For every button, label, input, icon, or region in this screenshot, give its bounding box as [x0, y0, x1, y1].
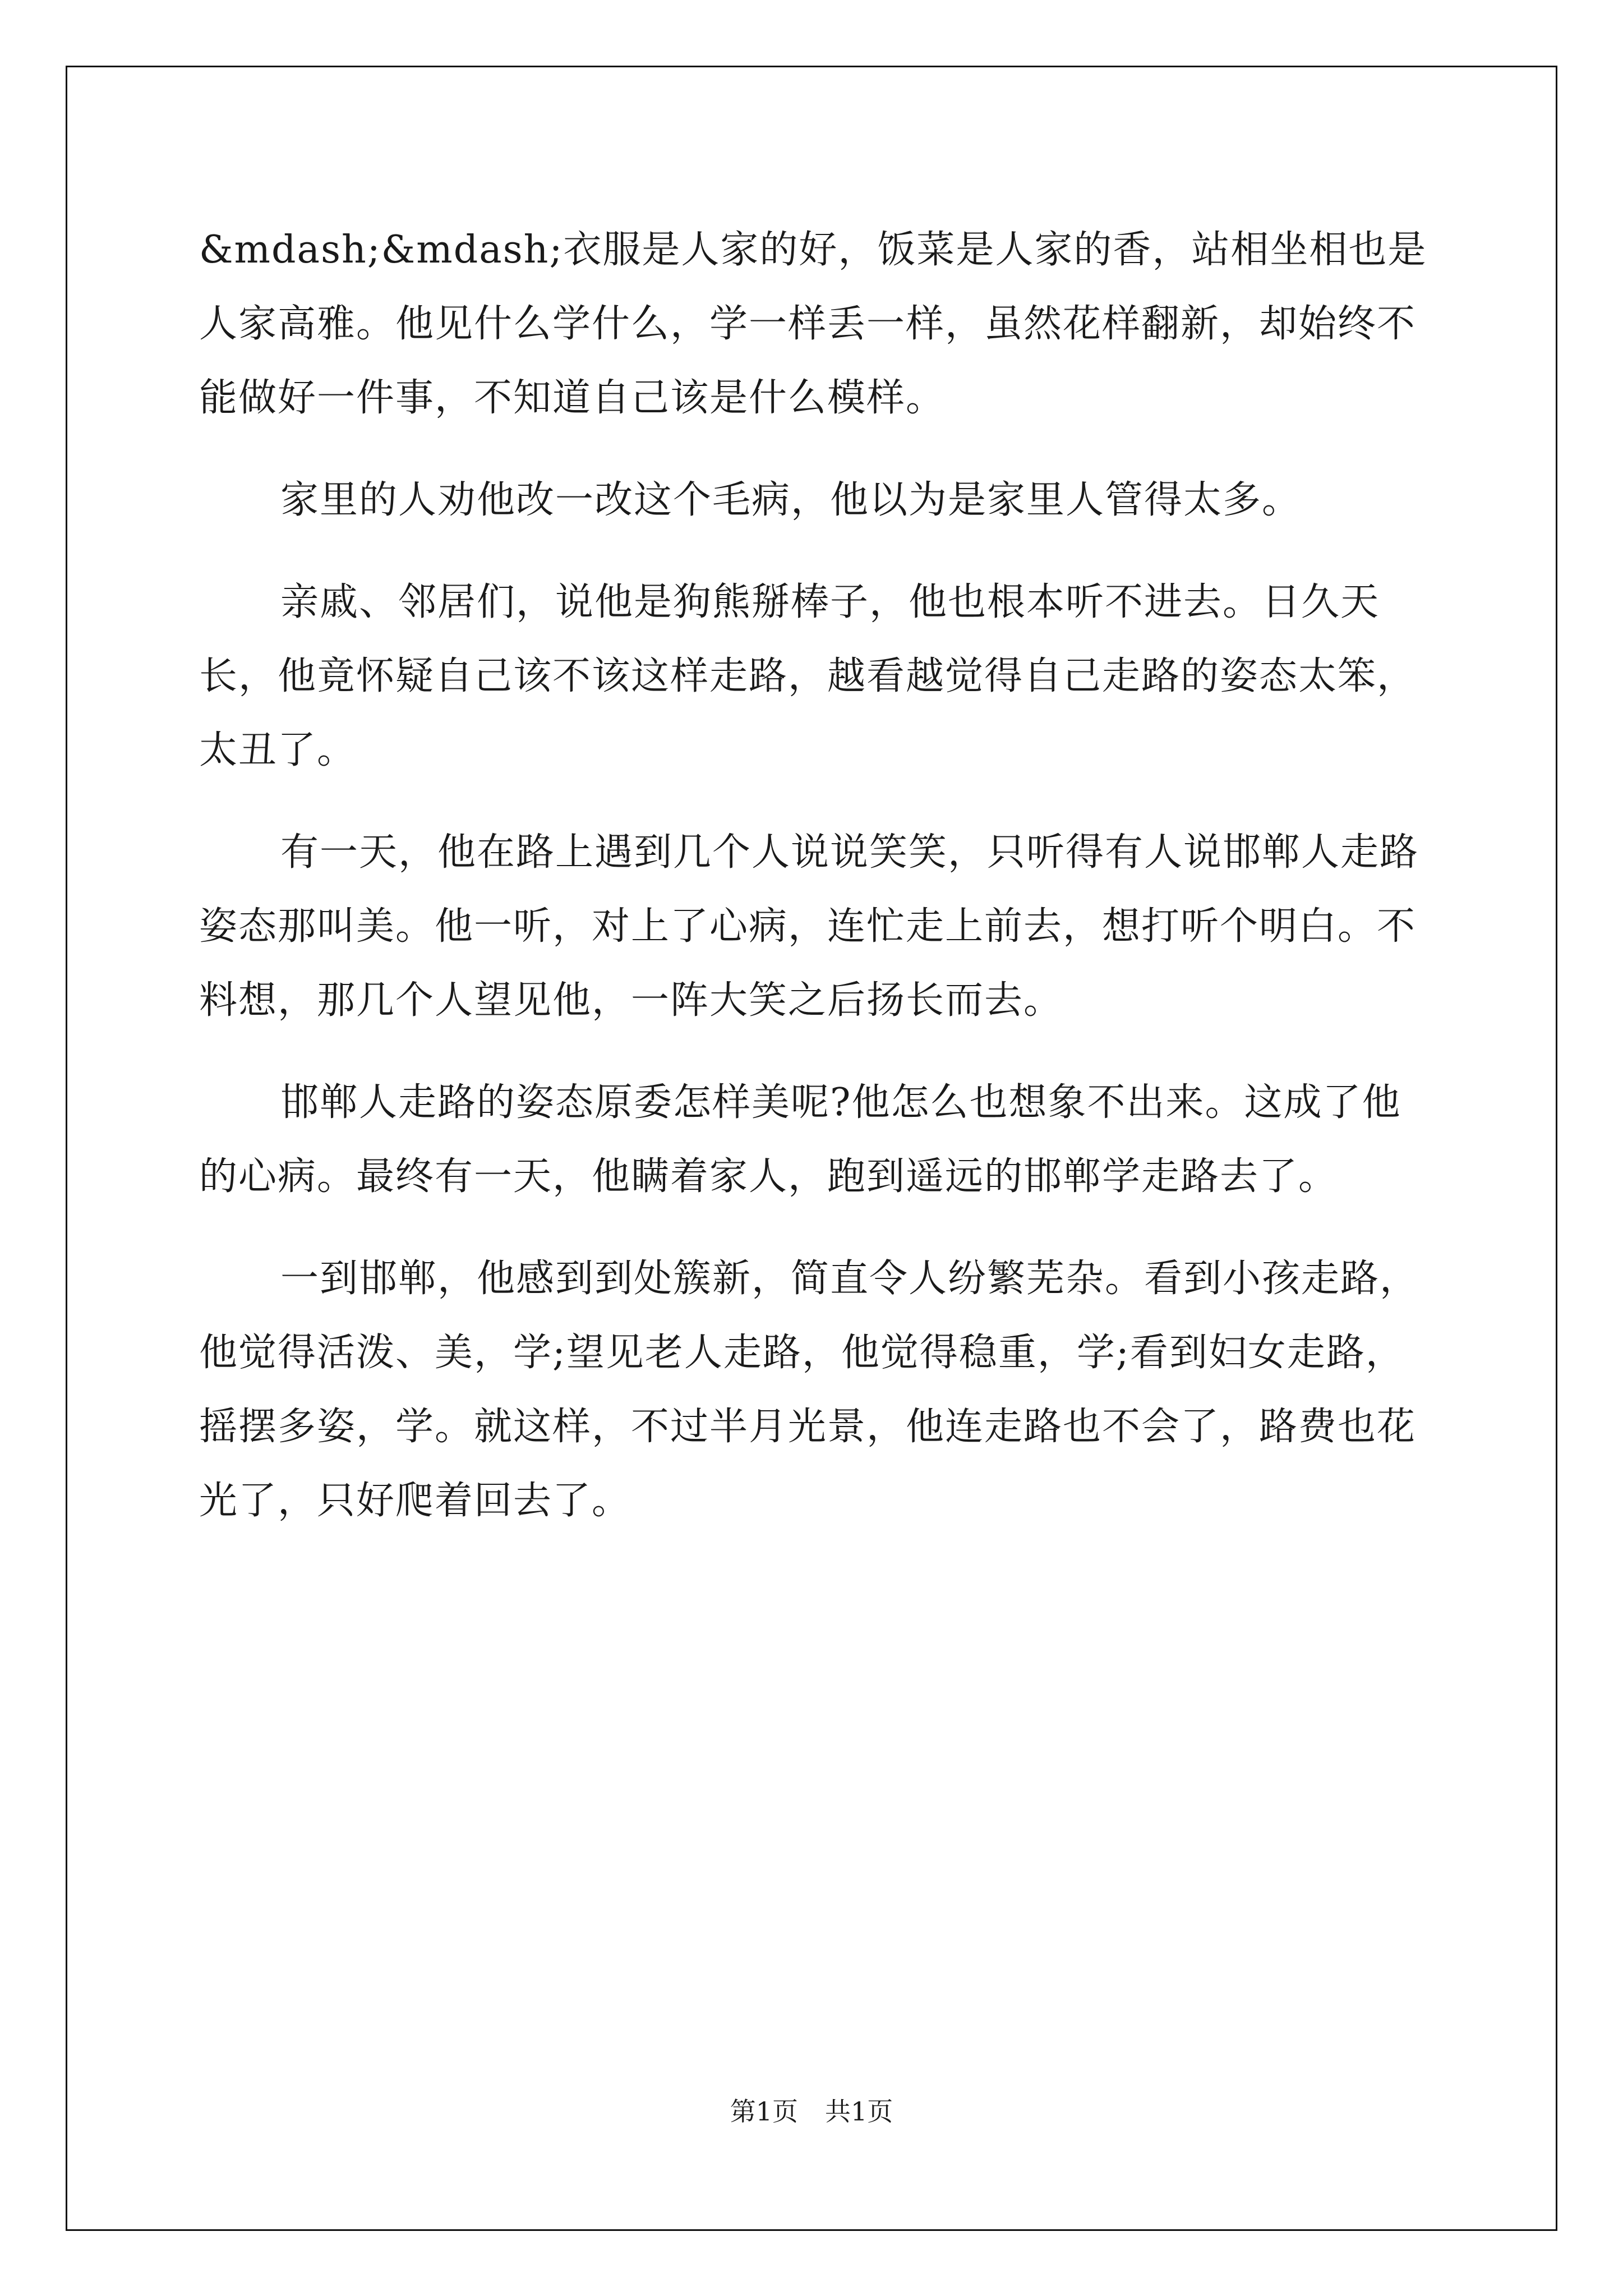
paragraph-4: 有一天，他在路上遇到几个人说说笑笑，只听得有人说邯郸人走路姿态那叫美。他一听，对上了心病，连忙走上前去，想打听个明白。不料想，那几个人望见他，一阵大笑之后扬长而去。: [199, 830, 1419, 1023]
page-footer: [0, 2095, 1623, 2128]
paragraph-6: 一到邯郸，他感到到处簇新，简直令人纷繁芜杂。看到小孩走路，他觉得活泼、美，学;望见老人走路，他觉得稳重，学;看到妇女走路，摇摆多姿，学。就这样，不过半月光景，他连走路也不会了，路费也花光了，只好爬着回去了。: [199, 1257, 1419, 1523]
paragraph-5: 邯郸人走路的姿态原委怎样美呢?他怎么也想象不出来。这成了他的心病。最终有一天，他瞒着家人，跑到遥远的邯郸学走路去了。: [199, 1080, 1401, 1199]
paragraph-2: 家里的人劝他改一改这个毛病，他以为是家里人管得太多。: [280, 478, 1302, 522]
paragraph-3: 亲戚、邻居们，说他是狗熊掰棒子，他也根本听不进去。日久天长，他竟怀疑自己该不该这样走路，越看越觉得自己走路的姿态太笨，太丑了。: [199, 580, 1417, 772]
page-number: 第1页: [730, 2096, 798, 2127]
document-body: [199, 213, 1433, 1566]
page-total: 共1页: [825, 2096, 893, 2127]
paragraph-1: &mdash;&mdash;衣服是人家的好，饭菜是人家的香，站相坐相也是人家高雅。他见什么学什么，学一样丢一样，虽然花样翻新，却始终不能做好一件事，不知道自己该是什么模样。: [199, 228, 1427, 420]
